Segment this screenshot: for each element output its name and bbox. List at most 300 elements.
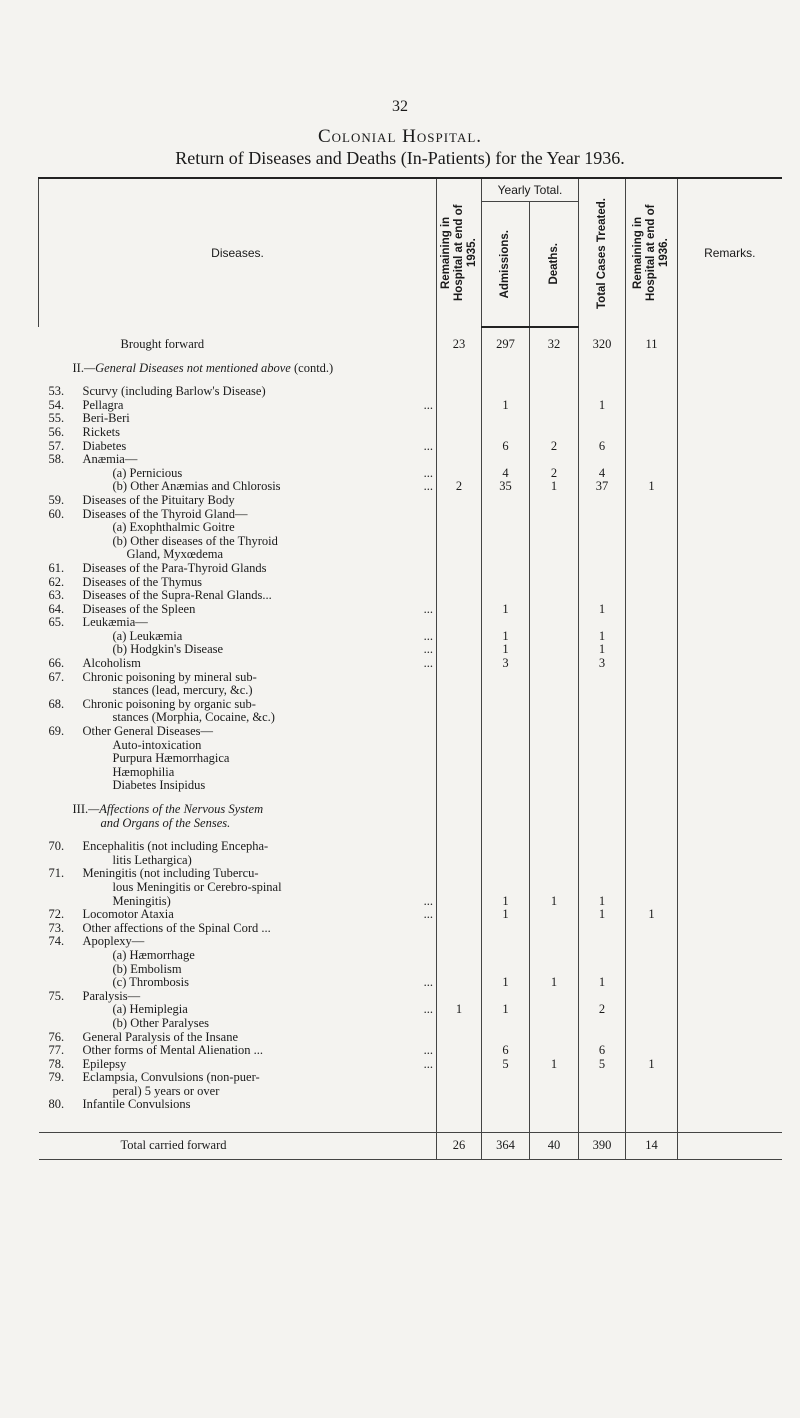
- cell-adm: [482, 840, 530, 854]
- cell-rem: [437, 535, 482, 549]
- disease-name: Diseases of the Para-Thyroid Glands: [82, 560, 267, 575]
- cell-dth: 2: [530, 467, 579, 481]
- cell-adm: [482, 1031, 530, 1045]
- section-iii-heading: III.—Affections of the Nervous System: [39, 803, 782, 817]
- cell-remarks: [678, 976, 782, 990]
- cell-dth: [530, 1017, 579, 1031]
- cell-adm: [482, 1071, 530, 1085]
- cell-tot: [579, 725, 626, 739]
- cell-dth: [530, 867, 579, 881]
- table-row: [39, 867, 782, 881]
- cell-end: [626, 684, 678, 698]
- section-iii-heading-cont: and Organs of the Senses.: [39, 817, 782, 831]
- cell-end: [626, 535, 678, 549]
- total-cases-header: Total Cases Treated.: [579, 178, 626, 327]
- table-row: [39, 840, 782, 854]
- cell-tot: [579, 494, 626, 508]
- table-row: [39, 535, 782, 549]
- cell-remarks: [678, 548, 782, 562]
- cell-tot: [579, 412, 626, 426]
- cell-adm: [482, 412, 530, 426]
- cell-adm: 1: [482, 399, 530, 413]
- disease-label: [39, 881, 437, 895]
- cell-dth: [530, 426, 579, 440]
- cell-adm: 1: [482, 630, 530, 644]
- cell-dth: [530, 385, 579, 399]
- cell-tot: 1: [579, 399, 626, 413]
- cell-remarks: [678, 480, 782, 494]
- cell-rem: [437, 990, 482, 1004]
- cell-dth: [530, 766, 579, 780]
- disease-name: Other affections of the Spinal Cord ...: [82, 920, 271, 935]
- cell-end: [626, 935, 678, 949]
- cell-remarks: [678, 1098, 782, 1112]
- cell-dth: 2: [530, 440, 579, 454]
- carried-forward-row: [39, 1133, 782, 1160]
- table-row: [39, 1071, 782, 1085]
- cell-adm: [482, 508, 530, 522]
- cell-dth: 1: [530, 895, 579, 909]
- cell-dth: [530, 453, 579, 467]
- table-row: [39, 766, 782, 780]
- disease-label: 72. Locomotor Ataxia ...: [48, 907, 433, 922]
- disease-label: 66. Alcoholism ...: [48, 656, 433, 671]
- cell-tot: [579, 521, 626, 535]
- cell-adm: 3: [482, 657, 530, 671]
- cell-end: [626, 739, 678, 753]
- disease-label: 54. Pellagra ...: [48, 397, 433, 412]
- disease-name: Eclampsia, Convulsions (non-puer-: [82, 1070, 260, 1085]
- cell-dth: [530, 1031, 579, 1045]
- cell-adm: 364: [482, 1133, 530, 1160]
- admissions-header: Admissions.: [482, 202, 530, 328]
- cell-dth: 1: [530, 480, 579, 494]
- cell-tot: [579, 963, 626, 977]
- cell-rem: [437, 895, 482, 909]
- cell-end: 1: [626, 480, 678, 494]
- cell-remarks: [678, 508, 782, 522]
- disease-label: [39, 752, 437, 766]
- cell-tot: [579, 698, 626, 712]
- cell-rem: [437, 657, 482, 671]
- disease-number: 80.: [48, 1097, 65, 1112]
- remarks-header: Remarks.: [678, 178, 782, 327]
- cell-end: [626, 521, 678, 535]
- disease-name: Diseases of the Pituitary Body: [82, 492, 235, 507]
- cell-tot: [579, 589, 626, 603]
- cell-remarks: [678, 399, 782, 413]
- table-row: [39, 1003, 782, 1017]
- cell-tot: [579, 990, 626, 1004]
- disease-name: General Paralysis of the Insane: [82, 1029, 238, 1044]
- cell-rem: [437, 711, 482, 725]
- disease-number: 73.: [48, 920, 65, 935]
- cell-rem: 26: [437, 1133, 482, 1160]
- cell-adm: [482, 867, 530, 881]
- cell-remarks: [678, 603, 782, 617]
- cell-end: [626, 440, 678, 454]
- cell-remarks: [678, 494, 782, 508]
- cell-end: [626, 1017, 678, 1031]
- cell-adm: [482, 1017, 530, 1031]
- cell-tot: 390: [579, 1133, 626, 1160]
- table-row: [39, 548, 782, 562]
- disease-name: Anæmia—: [82, 452, 138, 467]
- cell-tot: 320: [579, 338, 626, 352]
- cell-dth: [530, 1044, 579, 1058]
- table-row: [39, 739, 782, 753]
- cell-remarks: [678, 922, 782, 936]
- disease-label: [39, 867, 437, 881]
- disease-label: [39, 1071, 437, 1085]
- cell-rem: 1: [437, 1003, 482, 1017]
- disease-label: 77. Other forms of Mental Alienation ... ...: [48, 1043, 433, 1058]
- cell-remarks: [678, 1071, 782, 1085]
- disease-name: Chronic poisoning by mineral sub-: [82, 669, 257, 684]
- table-row: [39, 922, 782, 936]
- disease-name: Other forms of Mental Alienation ...: [82, 1043, 264, 1058]
- cell-dth: [530, 725, 579, 739]
- disease-number: [49, 1085, 75, 1099]
- cell-rem: [437, 1017, 482, 1031]
- cell-remarks: [678, 684, 782, 698]
- disease-number: 54.: [48, 397, 65, 412]
- cell-end: [626, 494, 678, 508]
- cell-end: [626, 922, 678, 936]
- disease-label: [39, 521, 437, 535]
- cell-adm: [482, 752, 530, 766]
- disease-number: [49, 711, 75, 725]
- cell-remarks: [678, 535, 782, 549]
- disease-name: (b) Other Paralyses: [112, 1015, 209, 1030]
- cell-remarks: [678, 739, 782, 753]
- cell-remarks: [678, 467, 782, 481]
- table-row: [39, 990, 782, 1004]
- cell-tot: [579, 840, 626, 854]
- cell-rem: [437, 739, 482, 753]
- table-row: [39, 494, 782, 508]
- disease-name: (b) Embolism: [112, 961, 182, 976]
- cell-adm: [482, 562, 530, 576]
- cell-rem: [437, 976, 482, 990]
- cell-rem: [437, 854, 482, 868]
- cell-tot: [579, 881, 626, 895]
- cell-dth: [530, 603, 579, 617]
- table-row: [39, 399, 782, 413]
- cell-adm: [482, 535, 530, 549]
- cell-end: [626, 426, 678, 440]
- table-row: [39, 1017, 782, 1031]
- cell-dth: [530, 684, 579, 698]
- disease-name: Pellagra: [82, 397, 124, 412]
- cell-rem: [437, 453, 482, 467]
- cell-end: [626, 1071, 678, 1085]
- cell-remarks: [678, 963, 782, 977]
- cell-dth: [530, 779, 579, 793]
- cell-dth: 32: [530, 338, 579, 352]
- cell-dth: [530, 630, 579, 644]
- disease-name: Alcoholism: [82, 656, 141, 671]
- cell-end: [626, 766, 678, 780]
- disease-name: (a) Pernicious: [112, 465, 183, 480]
- cell-remarks: [678, 854, 782, 868]
- disease-number: 56.: [48, 424, 65, 439]
- disease-number: [49, 881, 75, 895]
- disease-number: 68.: [48, 696, 65, 711]
- disease-name: (a) Leukæmia: [112, 628, 183, 643]
- disease-number: [49, 643, 75, 657]
- cell-remarks: [678, 840, 782, 854]
- cell-tot: 1: [579, 976, 626, 990]
- cell-tot: [579, 867, 626, 881]
- table-row: [39, 684, 782, 698]
- disease-label: [39, 508, 437, 522]
- cell-rem: [437, 508, 482, 522]
- table-row: [39, 1098, 782, 1112]
- table-row: [39, 854, 782, 868]
- cell-rem: [437, 399, 482, 413]
- disease-number: 69.: [48, 724, 65, 739]
- cell-end: 11: [626, 338, 678, 352]
- disease-label: [39, 779, 437, 793]
- disease-label: 57. Diabetes ...: [48, 438, 433, 453]
- disease-number: [49, 752, 75, 766]
- disease-label: [39, 616, 437, 630]
- cell-end: [626, 1085, 678, 1099]
- cell-rem: [437, 752, 482, 766]
- cell-end: [626, 895, 678, 909]
- cell-adm: [482, 671, 530, 685]
- disease-label: [39, 589, 437, 603]
- cell-remarks: [678, 1085, 782, 1099]
- cell-end: [626, 453, 678, 467]
- table-row: [39, 603, 782, 617]
- cell-dth: [530, 963, 579, 977]
- cell-adm: [482, 589, 530, 603]
- disease-name: (b) Hodgkin's Disease: [112, 642, 224, 657]
- cell-rem: [437, 671, 482, 685]
- disease-name: (c) Thrombosis: [112, 975, 189, 990]
- cell-tot: [579, 616, 626, 630]
- table-row: [39, 521, 782, 535]
- cell-end: [626, 840, 678, 854]
- cell-dth: [530, 576, 579, 590]
- disease-label: (a) Leukæmia ...: [39, 630, 437, 644]
- disease-label: [39, 840, 437, 854]
- cell-adm: [482, 1085, 530, 1099]
- disease-number: [49, 766, 75, 780]
- cell-remarks: [678, 881, 782, 895]
- cell-dth: [530, 589, 579, 603]
- cell-rem: [437, 426, 482, 440]
- cell-remarks: [678, 935, 782, 949]
- table-row: [39, 698, 782, 712]
- disease-label: [39, 385, 437, 399]
- cell-adm: [482, 990, 530, 1004]
- cell-adm: [482, 949, 530, 963]
- table-row: [39, 779, 782, 793]
- cell-remarks: [678, 453, 782, 467]
- disease-name: Paralysis—: [82, 988, 141, 1003]
- cell-dth: [530, 494, 579, 508]
- cell-tot: 5: [579, 1058, 626, 1072]
- cell-rem: [437, 616, 482, 630]
- cell-rem: [437, 643, 482, 657]
- cell-remarks: [678, 426, 782, 440]
- cell-rem: [437, 1031, 482, 1045]
- disease-number: 70.: [48, 839, 65, 854]
- disease-number: [49, 480, 75, 494]
- cell-tot: [579, 453, 626, 467]
- cell-adm: 297: [482, 338, 530, 352]
- cell-adm: [482, 494, 530, 508]
- cell-remarks: [678, 440, 782, 454]
- cell-dth: [530, 548, 579, 562]
- table-row: [39, 508, 782, 522]
- disease-name: (a) Hæmorrhage: [112, 947, 195, 962]
- disease-label: 78. Epilepsy ...: [48, 1056, 433, 1071]
- cell-end: [626, 657, 678, 671]
- table-row: [39, 725, 782, 739]
- disease-label: [39, 412, 437, 426]
- disease-name: (a) Hemiplegia: [112, 1002, 188, 1017]
- disease-number: 64.: [48, 601, 65, 616]
- table-row: [39, 1058, 782, 1072]
- remaining-1935-header: Remaining in Hospital at end of 1935.: [437, 178, 482, 327]
- disease-number: [49, 854, 75, 868]
- cell-adm: [482, 385, 530, 399]
- cell-rem: [437, 840, 482, 854]
- yearly-total-header: Yearly Total.: [482, 178, 579, 202]
- cell-adm: [482, 426, 530, 440]
- cell-remarks: [678, 1044, 782, 1058]
- table-row: [39, 576, 782, 590]
- cell-tot: [579, 548, 626, 562]
- cell-end: [626, 630, 678, 644]
- cell-remarks: [678, 643, 782, 657]
- cell-adm: 6: [482, 1044, 530, 1058]
- table-row: [39, 976, 782, 990]
- disease-label: [39, 711, 437, 725]
- disease-name: peral) 5 years or over: [112, 1083, 220, 1098]
- cell-end: [626, 711, 678, 725]
- cell-end: 1: [626, 908, 678, 922]
- disease-label: [39, 698, 437, 712]
- cell-adm: [482, 548, 530, 562]
- cell-tot: [579, 1031, 626, 1045]
- cell-dth: 1: [530, 1058, 579, 1072]
- cell-tot: [579, 1085, 626, 1099]
- disease-number: 62.: [48, 574, 65, 589]
- disease-name: lous Meningitis or Cerebro-spinal: [112, 879, 282, 894]
- cell-remarks: [678, 949, 782, 963]
- cell-dth: [530, 657, 579, 671]
- disease-label: [39, 671, 437, 685]
- spacer-row: [39, 1112, 782, 1122]
- disease-name: Hæmophilia: [112, 764, 175, 779]
- cell-dth: [530, 739, 579, 753]
- cell-end: 1: [626, 1058, 678, 1072]
- disease-label: [39, 494, 437, 508]
- table-row: [39, 589, 782, 603]
- cell-end: [626, 1003, 678, 1017]
- cell-rem: [437, 725, 482, 739]
- disease-number: 66.: [48, 656, 65, 671]
- cell-adm: [482, 453, 530, 467]
- cell-end: [626, 990, 678, 1004]
- table-row: [39, 453, 782, 467]
- cell-end: [626, 779, 678, 793]
- disease-label: [39, 1098, 437, 1112]
- table-row: [39, 895, 782, 909]
- disease-label: [39, 684, 437, 698]
- cell-dth: [530, 1098, 579, 1112]
- disease-name: Beri-Beri: [82, 411, 130, 426]
- disease-name: Scurvy (including Barlow's Disease): [82, 384, 266, 399]
- cell-remarks: [678, 725, 782, 739]
- cell-end: [626, 725, 678, 739]
- remaining-1936-header: Remaining in Hospital at end of 1936.: [626, 178, 678, 327]
- cell-tot: [579, 922, 626, 936]
- disease-label: [39, 535, 437, 549]
- cell-rem: [437, 1044, 482, 1058]
- table-row: [39, 711, 782, 725]
- cell-end: [626, 576, 678, 590]
- cell-adm: [482, 963, 530, 977]
- cell-dth: [530, 535, 579, 549]
- cell-rem: [437, 385, 482, 399]
- cell-rem: [437, 412, 482, 426]
- cell-rem: [437, 1098, 482, 1112]
- cell-remarks: [678, 1058, 782, 1072]
- disease-number: 58.: [48, 452, 65, 467]
- disease-number: [49, 535, 75, 549]
- cell-dth: [530, 698, 579, 712]
- cell-end: [626, 698, 678, 712]
- disease-name: Diseases of the Thyroid Gland—: [82, 506, 248, 521]
- cell-rem: [437, 562, 482, 576]
- cell-end: [626, 467, 678, 481]
- cell-tot: [579, 426, 626, 440]
- disease-label: [39, 562, 437, 576]
- cell-remarks: [678, 779, 782, 793]
- diseases-header: Diseases.: [39, 178, 437, 327]
- disease-number: 77.: [48, 1043, 65, 1058]
- cell-rem: [437, 1085, 482, 1099]
- disease-number: [49, 1017, 75, 1031]
- cell-adm: 35: [482, 480, 530, 494]
- disease-label: [39, 453, 437, 467]
- disease-number: 71.: [48, 866, 65, 881]
- disease-label: [39, 990, 437, 1004]
- page-number: 32: [392, 98, 408, 115]
- disease-label: [39, 922, 437, 936]
- cell-adm: 1: [482, 895, 530, 909]
- disease-number: [49, 684, 75, 698]
- disease-number: 53.: [48, 384, 65, 399]
- table-row: [39, 963, 782, 977]
- cell-tot: [579, 671, 626, 685]
- cell-rem: [437, 440, 482, 454]
- disease-name: Purpura Hæmorrhagica: [112, 751, 230, 766]
- cell-end: [626, 949, 678, 963]
- table-row: [39, 467, 782, 481]
- disease-name: Gland, Myxœdema: [126, 547, 224, 562]
- cell-remarks: [678, 1031, 782, 1045]
- disease-number: [49, 976, 75, 990]
- disease-number: 78.: [48, 1056, 65, 1071]
- cell-end: [626, 976, 678, 990]
